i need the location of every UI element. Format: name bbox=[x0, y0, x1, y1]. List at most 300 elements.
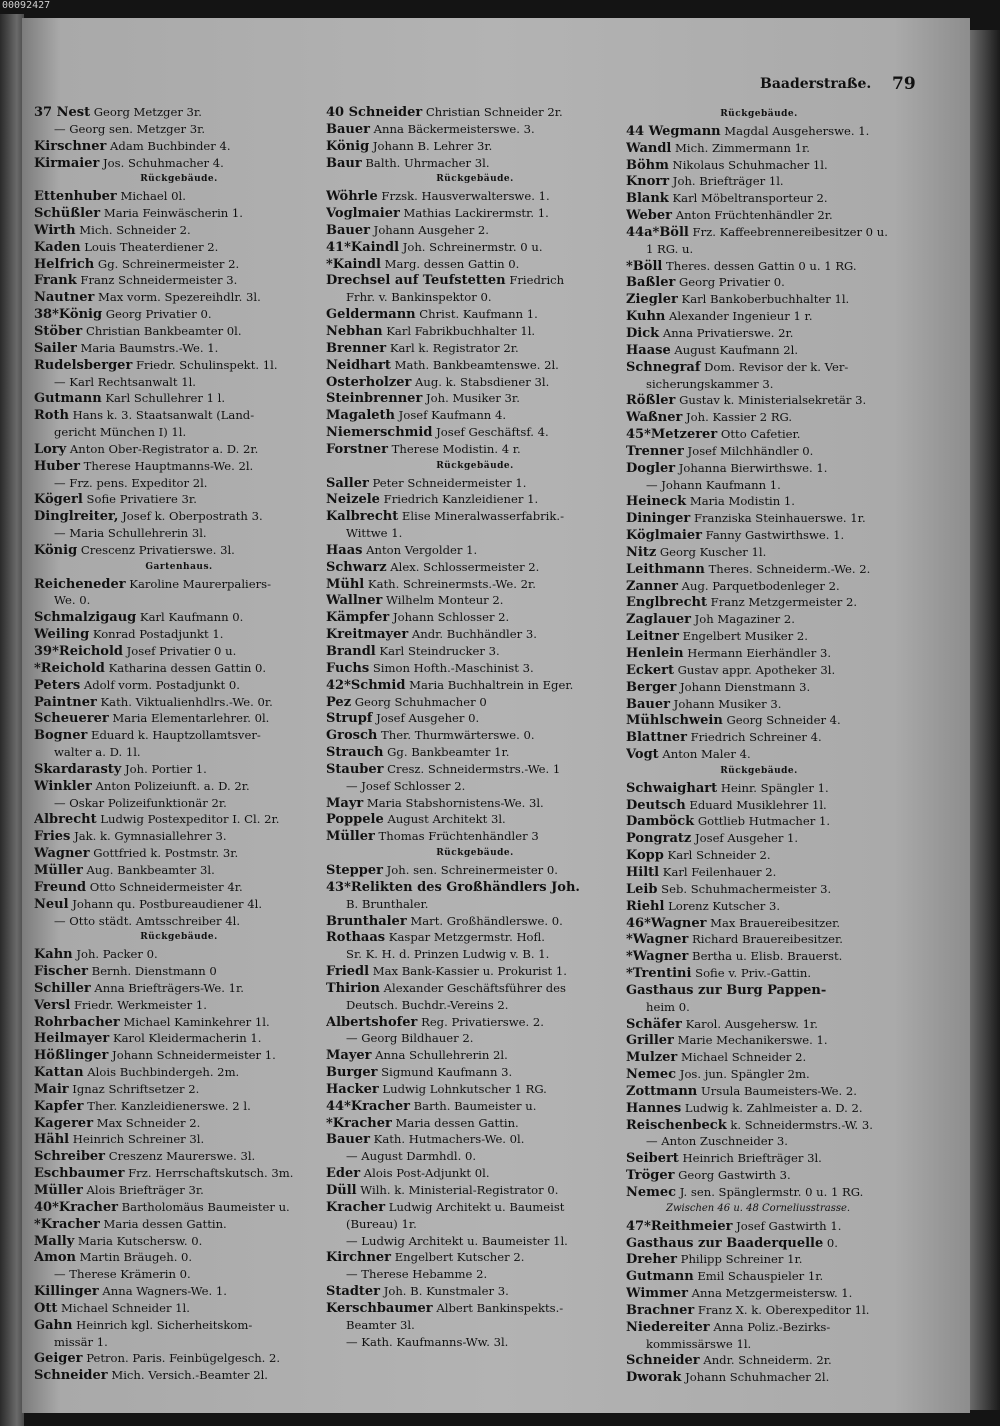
entry-text: Friedrich Kanzleidiener 1. bbox=[379, 492, 539, 507]
entry-surname: Dinglreiter, bbox=[34, 509, 119, 525]
directory-entry bbox=[626, 965, 892, 982]
entry-surname: Stöber bbox=[34, 323, 83, 339]
entry-text: Wilh. k. Ministerial-Registrator 0. bbox=[356, 1183, 559, 1197]
entry-text: Karoline Maurerpaliers- bbox=[125, 576, 272, 591]
entry-text: Louis Theaterdiener 2. bbox=[80, 239, 219, 254]
entry-surname: Amon bbox=[34, 1250, 76, 1266]
directory-entry bbox=[326, 525, 624, 542]
entry-surname: Dworak bbox=[626, 1370, 682, 1386]
directory-entry bbox=[626, 241, 892, 258]
directory-entry bbox=[34, 1098, 324, 1115]
entry-text: Sr. K. H. d. Prinzen Ludwig v. B. 1. bbox=[346, 947, 550, 962]
entry-surname: Pez bbox=[326, 694, 352, 710]
directory-entry bbox=[626, 881, 892, 898]
entry-text: Dom. Revisor der k. Ver- bbox=[700, 359, 849, 374]
entry-text: Franz Schneidermeister 3. bbox=[76, 273, 238, 288]
entry-surname: Schnegraf bbox=[626, 359, 701, 375]
directory-entry bbox=[626, 746, 892, 763]
directory-entry bbox=[326, 1115, 624, 1132]
entry-text: Jos. Schuhmacher 4. bbox=[99, 155, 224, 170]
entry-surname: Knorr bbox=[626, 174, 670, 190]
entry-surname: Düll bbox=[326, 1183, 357, 1198]
directory-entry bbox=[326, 592, 624, 609]
entry-surname: *Reichold bbox=[34, 660, 105, 676]
directory-entry bbox=[34, 272, 324, 289]
directory-entry bbox=[34, 946, 324, 963]
entry-surname: Pongratz bbox=[626, 831, 692, 847]
entry-text: Alois Buchbindergeh. 2m. bbox=[83, 1065, 240, 1080]
entry-text: Cresz. Schneidermstrs.-We. 1 bbox=[383, 761, 561, 776]
directory-entry bbox=[34, 963, 324, 980]
entry-text: Maria dessen Gattin. bbox=[391, 1115, 519, 1130]
entry-text: Balth. Uhrmacher 3l. bbox=[361, 155, 490, 170]
entry-surname: König bbox=[34, 542, 78, 558]
directory-entry bbox=[626, 982, 892, 999]
entry-surname: Hößlinger bbox=[34, 1048, 109, 1064]
entry-surname: 38*König bbox=[34, 307, 103, 323]
entry-surname: Zottmann bbox=[626, 1083, 698, 1099]
entry-surname: Versl bbox=[34, 997, 71, 1013]
entry-text: Ther. Thurmwärterswe. 0. bbox=[377, 728, 535, 743]
entry-text: Mich. Zimmermann 1r. bbox=[671, 140, 810, 155]
directory-entry bbox=[626, 1251, 892, 1268]
entry-text: Engelbert Musiker 2. bbox=[678, 629, 808, 644]
entry-surname: Burger bbox=[326, 1065, 378, 1081]
directory-entry bbox=[626, 376, 892, 393]
entry-surname: Huber bbox=[34, 458, 80, 474]
entry-text: Johanna Bierwirthswe. 1. bbox=[675, 460, 828, 475]
entry-surname: Wöhrle bbox=[326, 189, 378, 205]
directory-entry bbox=[626, 1268, 892, 1285]
entry-text: Martin Bräugeh. 0. bbox=[75, 1250, 193, 1265]
directory-entry bbox=[326, 1047, 624, 1064]
entry-surname: Kapfer bbox=[34, 1098, 84, 1114]
entry-text: Joh. Schreinermstr. 0 u. bbox=[399, 239, 543, 254]
running-head: Baaderstraße. bbox=[760, 76, 872, 92]
directory-entry bbox=[34, 289, 324, 306]
directory-entry bbox=[626, 224, 892, 241]
entry-text: August Kaufmann 2l. bbox=[670, 342, 799, 357]
entry-text: Joh. B. Kunstmaler 3. bbox=[380, 1284, 509, 1299]
entry-surname: Fischer bbox=[34, 964, 88, 980]
entry-surname: Dreher bbox=[626, 1252, 677, 1268]
entry-surname: Eschbaumer bbox=[34, 1166, 125, 1182]
entry-surname: Dogler bbox=[626, 460, 676, 476]
directory-entry bbox=[626, 999, 892, 1016]
directory-entry bbox=[34, 1047, 324, 1064]
entry-text: Josef Ausgeher 0. bbox=[372, 711, 480, 726]
entry-surname: Kalbrecht bbox=[326, 509, 399, 525]
entry-surname: Blank bbox=[626, 191, 669, 207]
entry-surname: Kracher bbox=[326, 1199, 386, 1215]
directory-entry bbox=[626, 1319, 892, 1336]
directory-entry bbox=[326, 121, 624, 138]
entry-surname: Strauch bbox=[326, 745, 384, 761]
entry-text: Johann qu. Postbureaudiener 4l. bbox=[68, 896, 263, 911]
entry-surname: 43*Relikten des Großhändlers Joh. bbox=[326, 879, 580, 895]
directory-entry bbox=[626, 1285, 892, 1302]
entry-text: Anna Poliz.-Bezirks- bbox=[709, 1319, 831, 1334]
section-label: Rückgebäude. bbox=[436, 174, 514, 185]
directory-entry bbox=[626, 712, 892, 729]
directory-entry bbox=[326, 205, 624, 222]
directory-entry bbox=[34, 104, 324, 121]
entry-text: Frz. Kaffeebrennereibesitzer 0 u. bbox=[688, 224, 888, 239]
entry-surname: Eder bbox=[326, 1166, 361, 1182]
entry-surname: Mally bbox=[34, 1233, 75, 1249]
entry-text: Karl Schneider 2. bbox=[663, 848, 771, 863]
entry-text: Alex. Schlossermeister 2. bbox=[386, 559, 540, 574]
directory-entry bbox=[626, 830, 892, 847]
entry-surname: Kögerl bbox=[34, 492, 83, 508]
entry-text: 1 RG. u. bbox=[646, 241, 694, 256]
entry-text: Ludwig k. Zahlmeister a. D. 2. bbox=[681, 1100, 863, 1115]
directory-entry bbox=[626, 578, 892, 595]
entry-text: Alois Briefträger 3r. bbox=[82, 1183, 204, 1197]
entry-text: Georg Privatier 0. bbox=[675, 275, 785, 290]
directory-entry bbox=[326, 441, 624, 458]
directory-entry bbox=[326, 508, 624, 525]
entry-text: Zwischen 46 u. 48 Corneliusstrasse. bbox=[666, 1202, 851, 1214]
directory-entry bbox=[326, 1216, 624, 1233]
directory-entry bbox=[34, 491, 324, 508]
entry-surname: 44 Wegmann bbox=[626, 123, 721, 139]
entry-surname: Stauber bbox=[326, 761, 384, 777]
directory-entry bbox=[326, 542, 624, 559]
entry-surname: Köglmaier bbox=[626, 528, 702, 544]
entry-surname: Mühl bbox=[326, 576, 365, 592]
entry-surname: Hannes bbox=[626, 1100, 682, 1116]
entry-text: Karl Bankoberbuchhalter 1l. bbox=[677, 292, 850, 307]
directory-entry bbox=[34, 710, 324, 727]
entry-surname: Schneider bbox=[626, 1353, 700, 1369]
directory-entry bbox=[626, 1133, 892, 1150]
directory-entry bbox=[626, 679, 892, 696]
directory-entry bbox=[326, 390, 624, 407]
entry-surname: Henlein bbox=[626, 646, 684, 661]
entry-surname: Vogt bbox=[626, 747, 659, 763]
directory-entry bbox=[34, 1131, 324, 1148]
entry-text: Georg Gastwirth 3. bbox=[674, 1168, 791, 1183]
directory-entry bbox=[326, 997, 624, 1014]
entry-surname: Gahn bbox=[34, 1317, 73, 1333]
directory-entry bbox=[34, 542, 324, 559]
directory-entry bbox=[326, 1266, 624, 1283]
entry-surname: Waßner bbox=[626, 410, 683, 426]
directory-entry bbox=[326, 980, 624, 997]
entry-text: — Otto städt. Amtsschreiber 4l. bbox=[54, 913, 241, 928]
directory-entry bbox=[326, 323, 624, 340]
entry-surname: Fries bbox=[34, 829, 71, 845]
entry-surname: Roth bbox=[34, 408, 69, 424]
directory-entry bbox=[34, 1030, 324, 1047]
directory-entry bbox=[34, 121, 324, 138]
entry-text: Aug. Bankbeamter 3l. bbox=[82, 862, 215, 877]
entry-surname: Kerschbaumer bbox=[326, 1300, 433, 1316]
entry-surname: Bauer bbox=[626, 696, 670, 712]
directory-entry bbox=[34, 677, 324, 694]
entry-text: August Architekt 3l. bbox=[383, 812, 506, 827]
entry-surname: Englbrecht bbox=[626, 595, 707, 611]
entry-text: Joh. Kassier 2 RG. bbox=[682, 410, 793, 425]
entry-text: Eduard k. Hauptzollamtsver- bbox=[87, 728, 261, 743]
entry-surname: Peters bbox=[34, 677, 81, 693]
entry-text: Kath. Hutmachers-We. 0l. bbox=[369, 1132, 525, 1147]
directory-entry bbox=[34, 1367, 324, 1384]
entry-text: walter a. D. 1l. bbox=[54, 745, 141, 760]
entry-text: Michael Schneider 2. bbox=[677, 1050, 807, 1065]
directory-entry bbox=[626, 948, 892, 965]
directory-entry bbox=[34, 390, 324, 407]
entry-text: Josef Privatier 0 u. bbox=[122, 644, 237, 658]
directory-entry bbox=[34, 795, 324, 812]
entry-text: Peter Schneidermeister 1. bbox=[368, 475, 527, 490]
directory-entry bbox=[326, 795, 624, 812]
directory-entry bbox=[34, 256, 324, 273]
directory-column-2 bbox=[326, 104, 624, 1404]
directory-entry bbox=[626, 274, 892, 291]
entry-text: Karl Kaufmann 0. bbox=[136, 610, 244, 625]
section-label: Rückgebäude. bbox=[720, 765, 798, 776]
directory-entry bbox=[626, 1369, 892, 1386]
directory-entry bbox=[626, 157, 892, 174]
directory-entry bbox=[34, 441, 324, 458]
entry-text: Bertha u. Elisb. Brauerst. bbox=[688, 949, 843, 964]
entry-surname: Kirschner bbox=[34, 138, 107, 154]
entry-text: Christian Schneider 2r. bbox=[422, 105, 563, 119]
entry-text: Josef Kaufmann 4. bbox=[395, 408, 507, 423]
entry-text: Josef Ausgeher 1. bbox=[691, 831, 799, 846]
entry-surname: Eckert bbox=[626, 662, 674, 678]
entry-text: Sigmund Kaufmann 3. bbox=[377, 1065, 513, 1080]
entry-text: Anna Schullehrerin 2l. bbox=[371, 1048, 508, 1063]
entry-surname: Mulzer bbox=[626, 1050, 678, 1066]
entry-surname: Helfrich bbox=[34, 256, 95, 272]
entry-surname: Blattner bbox=[626, 730, 687, 746]
directory-entry bbox=[626, 931, 892, 948]
directory-entry bbox=[326, 357, 624, 374]
entry-text: Georg Metzger 3r. bbox=[90, 105, 202, 119]
entry-text: sicherungskammer 3. bbox=[646, 376, 774, 391]
directory-entry bbox=[34, 1216, 324, 1233]
entry-surname: Schreiber bbox=[34, 1149, 106, 1165]
directory-entry bbox=[326, 155, 624, 172]
directory-entry bbox=[326, 710, 624, 727]
directory-entry bbox=[326, 929, 624, 946]
entry-text: Joh. Packer 0. bbox=[72, 947, 158, 962]
entry-surname: Magaleth bbox=[326, 408, 395, 424]
entry-surname: *Wagner bbox=[626, 949, 689, 965]
entry-text: Wilhelm Monteur 2. bbox=[382, 593, 504, 608]
entry-surname: Ettenhuber bbox=[34, 189, 117, 205]
directory-entry bbox=[326, 475, 624, 492]
directory-entry bbox=[34, 205, 324, 222]
directory-entry bbox=[326, 1064, 624, 1081]
directory-entry bbox=[326, 1199, 624, 1216]
entry-surname: Heilmayer bbox=[34, 1031, 110, 1047]
entry-surname: Killinger bbox=[34, 1284, 99, 1300]
entry-surname: Strupf bbox=[326, 711, 373, 727]
entry-surname: Dick bbox=[626, 325, 660, 341]
directory-entry bbox=[626, 527, 892, 544]
directory-entry bbox=[34, 778, 324, 795]
entry-surname: Kirmaier bbox=[34, 155, 100, 171]
directory-entry bbox=[626, 1302, 892, 1319]
directory-entry bbox=[34, 1300, 324, 1317]
entry-text: Anna Briefträgers-We. 1r. bbox=[90, 980, 244, 995]
directory-entry bbox=[326, 306, 624, 323]
entry-text: Andr. Schneiderm. 2r. bbox=[699, 1353, 832, 1368]
entry-text: Michael Schneider 1l. bbox=[57, 1300, 190, 1315]
directory-entry bbox=[626, 1235, 892, 1252]
directory-entry bbox=[34, 694, 324, 711]
entry-text: Math. Bankbeamtenswe. 2l. bbox=[390, 357, 559, 372]
page-stack-edge bbox=[970, 30, 1000, 1410]
directory-entry bbox=[626, 460, 892, 477]
entry-surname: 44a*Böll bbox=[626, 224, 689, 240]
directory-entry bbox=[626, 1016, 892, 1033]
entry-text: Maria Elementarlehrer. 0l. bbox=[108, 711, 270, 726]
entry-text: missär 1. bbox=[54, 1334, 108, 1349]
directory-entry bbox=[626, 1032, 892, 1049]
cross-street-note bbox=[626, 1201, 892, 1218]
entry-text: Reg. Privatierswe. 2. bbox=[417, 1014, 544, 1029]
entry-surname: Bogner bbox=[34, 728, 88, 744]
directory-entry bbox=[326, 424, 624, 441]
entry-text: kommissärswe 1l. bbox=[646, 1336, 752, 1351]
directory-entry bbox=[626, 308, 892, 325]
directory-entry bbox=[34, 1064, 324, 1081]
entry-text: Alexander Ingenieur 1 r. bbox=[665, 309, 813, 324]
entry-text: Anna Privatierswe. 2r. bbox=[659, 325, 794, 340]
entry-text: Heinr. Spängler 1. bbox=[717, 780, 829, 795]
directory-entry bbox=[34, 845, 324, 862]
entry-text: Theres. dessen Gattin 0 u. 1 RG. bbox=[662, 258, 857, 273]
entry-text: Beamter 3l. bbox=[346, 1317, 415, 1332]
directory-entry bbox=[626, 797, 892, 814]
entry-surname: Baßler bbox=[626, 275, 676, 291]
directory-entry bbox=[34, 997, 324, 1014]
entry-surname: Stadter bbox=[326, 1284, 381, 1300]
entry-surname: Seibert bbox=[626, 1151, 679, 1167]
directory-entry bbox=[34, 1014, 324, 1031]
directory-entry bbox=[34, 222, 324, 239]
directory-entry bbox=[34, 407, 324, 424]
entry-surname: Rohrbacher bbox=[34, 1014, 120, 1030]
entry-surname: Weiling bbox=[34, 627, 90, 643]
entry-text: Nikolaus Schuhmacher 1l. bbox=[668, 157, 828, 172]
directory-entry bbox=[326, 188, 624, 205]
directory-entry bbox=[34, 525, 324, 542]
entry-surname: Tröger bbox=[626, 1168, 675, 1184]
entry-surname: Riehl bbox=[626, 898, 665, 914]
directory-entry bbox=[326, 744, 624, 761]
entry-text: — Josef Schlosser 2. bbox=[346, 778, 466, 793]
entry-text: Maria Kutschersw. 0. bbox=[74, 1233, 203, 1248]
entry-text: Johann B. Lehrer 3r. bbox=[369, 138, 493, 153]
entry-text: Maria Baumstrs.-We. 1. bbox=[76, 340, 219, 355]
entry-text: Anna Wagners-We. 1. bbox=[98, 1284, 227, 1299]
entry-surname: Thirion bbox=[326, 980, 380, 996]
entry-text: Anton Früchtenhändler 2r. bbox=[672, 208, 833, 223]
entry-text: Max vorm. Spezereihdlr. 3l. bbox=[94, 290, 261, 305]
entry-text: Marie Mechanikerswe. 1. bbox=[673, 1033, 828, 1048]
directory-entry bbox=[326, 626, 624, 643]
entry-text: Thomas Früchtenhändler 3 bbox=[374, 829, 539, 844]
entry-text: We. 0. bbox=[54, 593, 91, 608]
directory-entry bbox=[34, 862, 324, 879]
directory-entry bbox=[626, 561, 892, 578]
entry-text: Joh Magaziner 2. bbox=[690, 612, 795, 627]
directory-entry bbox=[626, 510, 892, 527]
entry-text: Seb. Schuhmachermeister 3. bbox=[657, 881, 832, 896]
directory-entry bbox=[626, 1150, 892, 1167]
entry-text: Kaspar Metzgermstr. Hofl. bbox=[385, 930, 545, 945]
entry-surname: Haas bbox=[326, 542, 363, 558]
entry-text: heim 0. bbox=[646, 999, 690, 1014]
entry-surname: 44*Kracher bbox=[326, 1098, 410, 1114]
section-heading bbox=[626, 763, 892, 780]
directory-entry bbox=[34, 1182, 324, 1199]
entry-surname: Gutmann bbox=[34, 391, 102, 407]
entry-text: — Therese Krämerin 0. bbox=[54, 1267, 191, 1282]
entry-surname: Böhm bbox=[626, 157, 669, 173]
entry-text: Sofie Privatiere 3r. bbox=[82, 492, 197, 507]
previous-page-edge bbox=[0, 14, 24, 1426]
directory-entry bbox=[326, 407, 624, 424]
entry-surname: *Trentini bbox=[626, 966, 692, 982]
entry-surname: Nautner bbox=[34, 290, 95, 306]
entry-text: Aug. Parquetbodenleger 2. bbox=[677, 578, 840, 593]
directory-entry bbox=[34, 155, 324, 172]
entry-text: Christian Bankbeamter 0l. bbox=[82, 323, 242, 338]
entry-surname: Kopp bbox=[626, 848, 664, 864]
directory-entry bbox=[34, 374, 324, 391]
directory-entry bbox=[326, 727, 624, 744]
entry-surname: Gutmann bbox=[626, 1269, 694, 1285]
section-label: Rückgebäude. bbox=[436, 460, 514, 471]
entry-text: Andr. Buchhändler 3. bbox=[408, 627, 537, 642]
directory-entry bbox=[626, 780, 892, 797]
directory-entry bbox=[326, 576, 624, 593]
entry-surname: Schwarz bbox=[326, 559, 387, 575]
entry-surname: Skardarasty bbox=[34, 761, 122, 777]
entry-text: Heinrich Schreiner 3l. bbox=[69, 1132, 205, 1147]
entry-surname: Stepper bbox=[326, 862, 383, 878]
directory-entry bbox=[626, 544, 892, 561]
directory-entry bbox=[34, 1249, 324, 1266]
entry-surname: Poppele bbox=[326, 812, 384, 828]
entry-text: — Kath. Kaufmanns-Ww. 3l. bbox=[346, 1334, 509, 1349]
entry-text: Karl Schullehrer 1 l. bbox=[101, 391, 226, 406]
entry-text: Therese Modistin. 4 r. bbox=[387, 441, 521, 456]
directory-entry bbox=[626, 813, 892, 830]
entry-text: Christ. Kaufmann 1. bbox=[415, 307, 538, 322]
entry-text: Johann Schuhmacher 2l. bbox=[681, 1370, 830, 1385]
directory-entry bbox=[626, 443, 892, 460]
entry-surname: Brachner bbox=[626, 1302, 695, 1318]
entry-surname: Baur bbox=[326, 155, 362, 171]
directory-entry bbox=[34, 239, 324, 256]
directory-entry bbox=[626, 359, 892, 376]
entry-surname: Schwaighart bbox=[626, 780, 718, 796]
entry-surname: Kaden bbox=[34, 239, 81, 255]
directory-entry bbox=[34, 592, 324, 609]
section-heading bbox=[326, 845, 624, 862]
entry-text: Karol Kleidermacherin 1. bbox=[109, 1031, 262, 1046]
directory-entry bbox=[626, 1066, 892, 1083]
directory-entry bbox=[626, 645, 892, 662]
